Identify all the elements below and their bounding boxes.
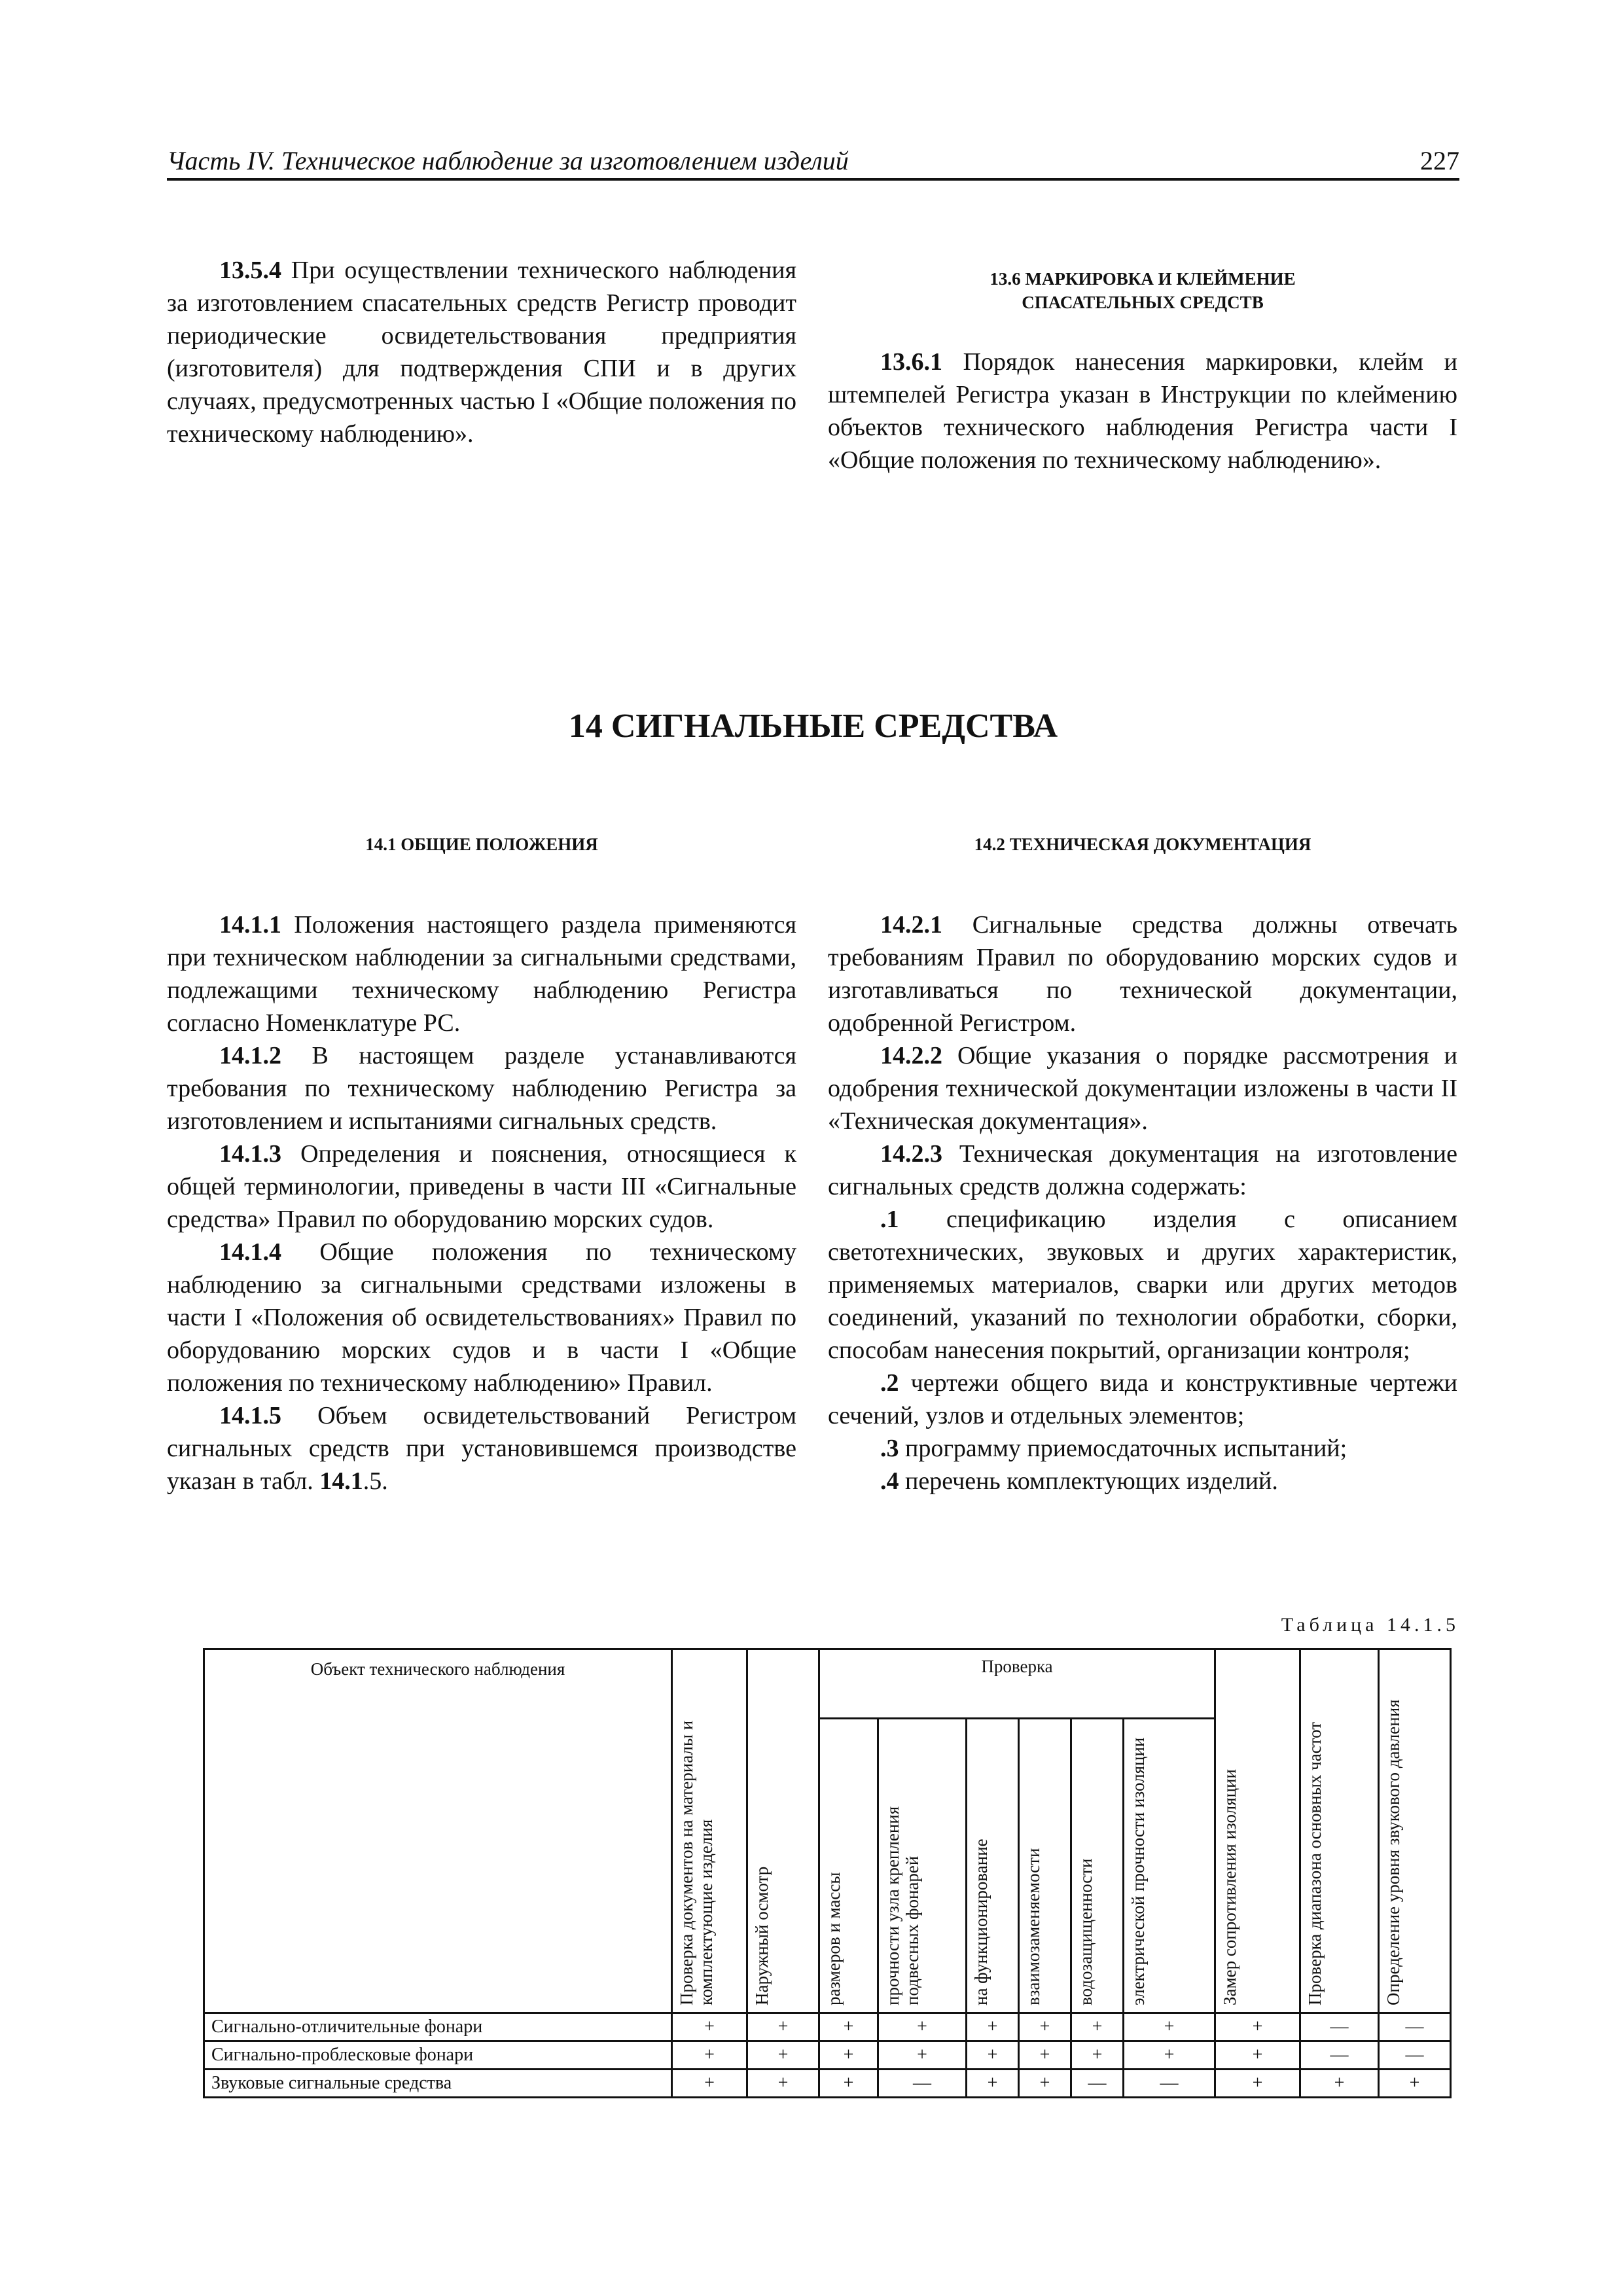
column-header-text: электрической прочности изоляции [1128,1737,1148,2005]
table-reference-tail: .5. [363,1467,388,1495]
table-cell: + [747,2041,819,2070]
paragraph-number: 14.1.3 [219,1140,281,1168]
paragraph-text: Объем освидетельствований Регистром сигнальных средств при установившемся производстве указан в табл. [167,1402,796,1495]
paragraph-number: 14.1.2 [219,1042,281,1069]
column-header-text: Проверка документов на материалы и комплектующие изделия [677,1720,716,2005]
table-cell: + [672,2070,747,2098]
list-text: программу приемосдаточных испытаний; [899,1435,1347,1462]
row-name: Звуковые сигнальные средства [204,2070,672,2098]
running-title: Часть IV. Техническое наблюдение за изготовлением изделий [167,146,849,175]
paragraph-14-1-3 [167,1138,796,1236]
section-13-5-4 [167,254,796,450]
table-cell: + [967,2070,1019,2098]
table-cell: + [1071,2041,1124,2070]
table-cell: — [878,2070,967,2098]
row-name: Сигнально-отличительные фонари [204,2013,672,2041]
column-header-text: прочности узла крепления подвесных фонарей [883,1806,922,2005]
table-cell: + [672,2013,747,2041]
paragraph-number: 14.1.4 [219,1238,281,1266]
paragraph-14-1-1 [167,908,796,1039]
paragraph-text: В настоящем разделе устанавливаются требования по техническому наблюдению Регистра за изготовлением и испытаниями сигнальных средств. [167,1042,796,1135]
table-cell: + [967,2013,1019,2041]
table-cell: + [819,2013,878,2041]
column-header-text: Проверка диапазона основных частот [1305,1721,1325,2005]
column-header-text: размеров и массы [824,1872,844,2005]
paragraph-text: Порядок нанесения маркировки, клейм и штемпелей Регистра указан в Инструкции по клеймению объектов технического наблюдения Регистра части I «Общие положения по техническому наблюдению». [828,348,1457,474]
list-item-3 [828,1432,1457,1465]
section-heading-14-2: 14.2 ТЕХНИЧЕСКАЯ ДОКУМЕНТАЦИЯ [974,834,1311,854]
heading-line: СПАСАТЕЛЬНЫХ СРЕДСТВ [1022,293,1264,312]
table-cell: — [1379,2041,1451,2070]
table-cell: + [747,2013,819,2041]
section-heading-14-1: 14.1 ОБЩИЕ ПОЛОЖЕНИЯ [365,834,598,854]
section-heading-13-6 [828,267,1457,314]
paragraph-14-2-1 [828,908,1457,1039]
page-number: 227 [1420,146,1459,175]
table-cell: + [747,2070,819,2098]
column-header-text: взаимозаменяемости [1024,1848,1043,2005]
table-cell: + [1124,2013,1215,2041]
paragraph-number: 13.6.1 [880,348,942,376]
column-header [878,1719,967,2013]
list-text: чертежи общего вида и конструктивные чертежи сечений, узлов и отдельных элементов; [828,1369,1457,1429]
section-14-1-body [167,908,796,1498]
list-item-1 [828,1203,1457,1367]
list-item-2 [828,1367,1457,1432]
table-cell: + [1215,2013,1300,2041]
paragraph-text: Общие положения по техническому наблюдению за сигнальными средствами изложены в части I «Положения об освидетельствованиях» Правил по оборудованию морских судов и в части I «Общие положения по техническому наблюдению» Правил. [167,1238,796,1397]
table-cell: + [1379,2070,1451,2098]
table-cell: + [1019,2070,1071,2098]
table-cell: — [1379,2013,1451,2041]
column-header-text: водозащищенности [1076,1858,1096,2005]
paragraph-number: 14.1.1 [219,911,281,939]
heading-line: 13.6 МАРКИРОВКА И КЛЕЙМЕНИЕ [990,269,1296,289]
paragraph-text: Общие указания о порядке рассмотрения и одобрения технической документации изложены в части II «Техническая документация». [828,1042,1457,1135]
paragraph-number: 14.2.1 [880,911,942,939]
paragraph-text: Положения настоящего раздела применяются при техническом наблюдении за сигнальными средствами, подлежащими техническому наблюдению Регистра согласно Номенклатуре РС. [167,911,796,1037]
table-row [204,2013,1451,2041]
table-cell: + [1019,2041,1071,2070]
column-group-header: Проверка [819,1649,1215,1719]
paragraph-number: 13.5.4 [219,257,281,284]
table-cell: + [1300,2070,1379,2098]
table-cell: + [1124,2041,1215,2070]
paragraph-13-6-1 [828,346,1457,476]
column-header-object: Объект технического наблюдения [204,1649,672,2013]
paragraph-text: При осуществлении технического наблюдения за изготовлением спасательных средств Регистр проводит периодические освидетельствования предприятия (изготовителя) для подтверждения СПИ и в других случаях, предусмотренных частью I «Общие положения по техническому наблюдению». [167,257,796,448]
chapter-title: 14 СИГНАЛЬНЫЕ СРЕДСТВА [568,708,1058,745]
paragraph-number: 14.2.3 [880,1140,942,1168]
paragraph-14-1-5 [167,1399,796,1498]
table-cell: + [878,2041,967,2070]
table-cell: + [1215,2070,1300,2098]
list-number: .4 [880,1467,899,1495]
paragraph-14-1-4 [167,1236,796,1399]
list-number: .1 [880,1206,899,1233]
column-header [1124,1719,1215,2013]
table [203,1648,1452,2098]
column-header [672,1649,747,2013]
column-header [1071,1719,1124,2013]
table-cell: + [819,2041,878,2070]
table-cell: — [1071,2070,1124,2098]
paragraph-text: Сигнальные средства должны отвечать требованиям Правил по оборудованию морских судов и изготавливаться по технической документации, одобренной Регистром. [828,911,1457,1037]
row-name: Сигнально-проблесковые фонари [204,2041,672,2070]
table-cell: + [1019,2013,1071,2041]
column-header [1019,1719,1071,2013]
table-cell: + [819,2070,878,2098]
list-number: .3 [880,1435,899,1462]
paragraph-14-1-2 [167,1039,796,1138]
column-header-text: Замер сопротивления изоляции [1220,1769,1240,2005]
page-header [167,143,1459,181]
paragraph-14-2-2 [828,1039,1457,1138]
column-header-text: на функционирование [971,1839,991,2005]
table-cell: + [1215,2041,1300,2070]
column-header [1215,1649,1300,2013]
column-header [819,1719,878,2013]
section-13-6-1 [828,346,1457,476]
column-header-text: Определение уровня звукового давления [1383,1699,1404,2005]
column-header [1300,1649,1379,2013]
table-cell: + [967,2041,1019,2070]
column-header [1379,1649,1451,2013]
paragraph-text: Техническая документация на изготовление сигнальных средств должна содержать: [828,1140,1457,1200]
table-cell: + [1071,2013,1124,2041]
paragraph-13-5-4 [167,254,796,450]
table-cell: + [878,2013,967,2041]
table-row [204,2070,1451,2098]
list-text: спецификацию изделия с описанием светотехнических, звуковых и других характеристик, применяемых материалов, сварки или других методов соединений, указаний по технологии обработки, сборки, способам нанесения покрытий, организации контроля; [828,1206,1457,1364]
paragraph-14-2-3 [828,1138,1457,1203]
column-header [747,1649,819,2013]
paragraph-text: Определения и пояснения, относящиеся к общей терминологии, приведены в части III «Сигнальные средства» Правил по оборудованию морских судов. [167,1140,796,1233]
paragraph-number: 14.1.5 [219,1402,281,1429]
table-caption: Таблица 14.1.5 [1281,1614,1459,1636]
table-cell: — [1300,2041,1379,2070]
column-header [967,1719,1019,2013]
list-text: перечень комплектующих изделий. [899,1467,1278,1495]
section-14-2-body [828,908,1457,1498]
table-row [204,2041,1451,2070]
paragraph-number: 14.2.2 [880,1042,942,1069]
inspection-table [203,1648,1450,2093]
column-header-text: Наружный осмотр [752,1866,772,2005]
table-cell: — [1300,2013,1379,2041]
table-cell: + [672,2041,747,2070]
table-cell: — [1124,2070,1215,2098]
list-number: .2 [880,1369,899,1397]
list-item-4 [828,1465,1457,1498]
table-reference: 14.1 [319,1467,363,1495]
